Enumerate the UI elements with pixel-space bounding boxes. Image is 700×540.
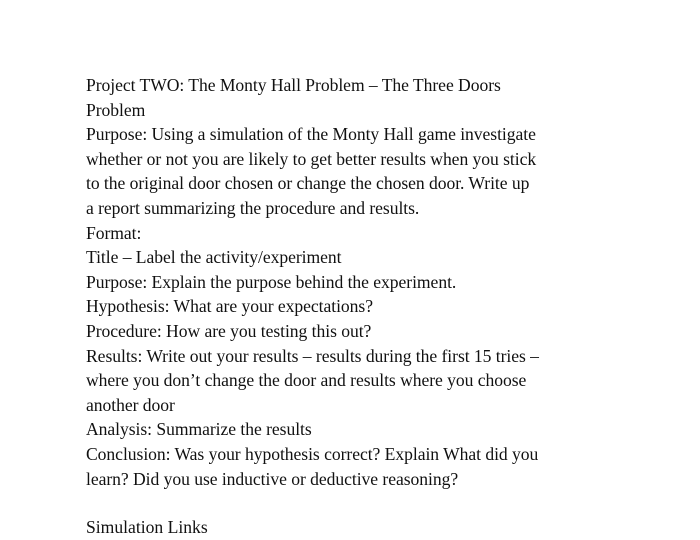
project-title-line-1: Project TWO: The Monty Hall Problem – The Three Doors: [86, 75, 501, 95]
format-conclusion-item-line-2: learn? Did you use inductive or deductive reasoning?: [86, 468, 459, 489]
purpose-line-3: to the original door chosen or change the chosen door. Write up: [86, 173, 530, 194]
purpose-line-2: whether or not you are likely to get better results when you stick: [86, 148, 537, 169]
purpose-line-1: Purpose: Using a simulation of the Monty Hall game investigate: [86, 124, 536, 145]
format-procedure-item: Procedure: How are you testing this out?: [86, 320, 372, 341]
format-analysis-item: Analysis: Summarize the results: [86, 419, 312, 440]
simulation-links-heading-cutoff: Simulation Links: [86, 517, 208, 537]
project-title-line-2: Problem: [86, 99, 146, 120]
format-results-item-line-3: another door: [86, 394, 175, 415]
format-heading: Format:: [86, 222, 142, 243]
purpose-line-4: a report summarizing the procedure and results.: [86, 197, 420, 218]
format-conclusion-item-line-1: Conclusion: Was your hypothesis correct? Explain What did you: [86, 443, 539, 464]
format-purpose-item: Purpose: Explain the purpose behind the experiment.: [86, 271, 457, 292]
format-results-item-line-1: Results: Write out your results – results during the first 15 tries –: [86, 345, 539, 366]
document-body: [86, 73, 666, 491]
format-hypothesis-item: Hypothesis: What are your expectations?: [86, 296, 373, 317]
format-title-item: Title – Label the activity/experiment: [86, 247, 342, 268]
format-results-item-line-2: where you don’t change the door and results where you choose: [86, 370, 527, 391]
